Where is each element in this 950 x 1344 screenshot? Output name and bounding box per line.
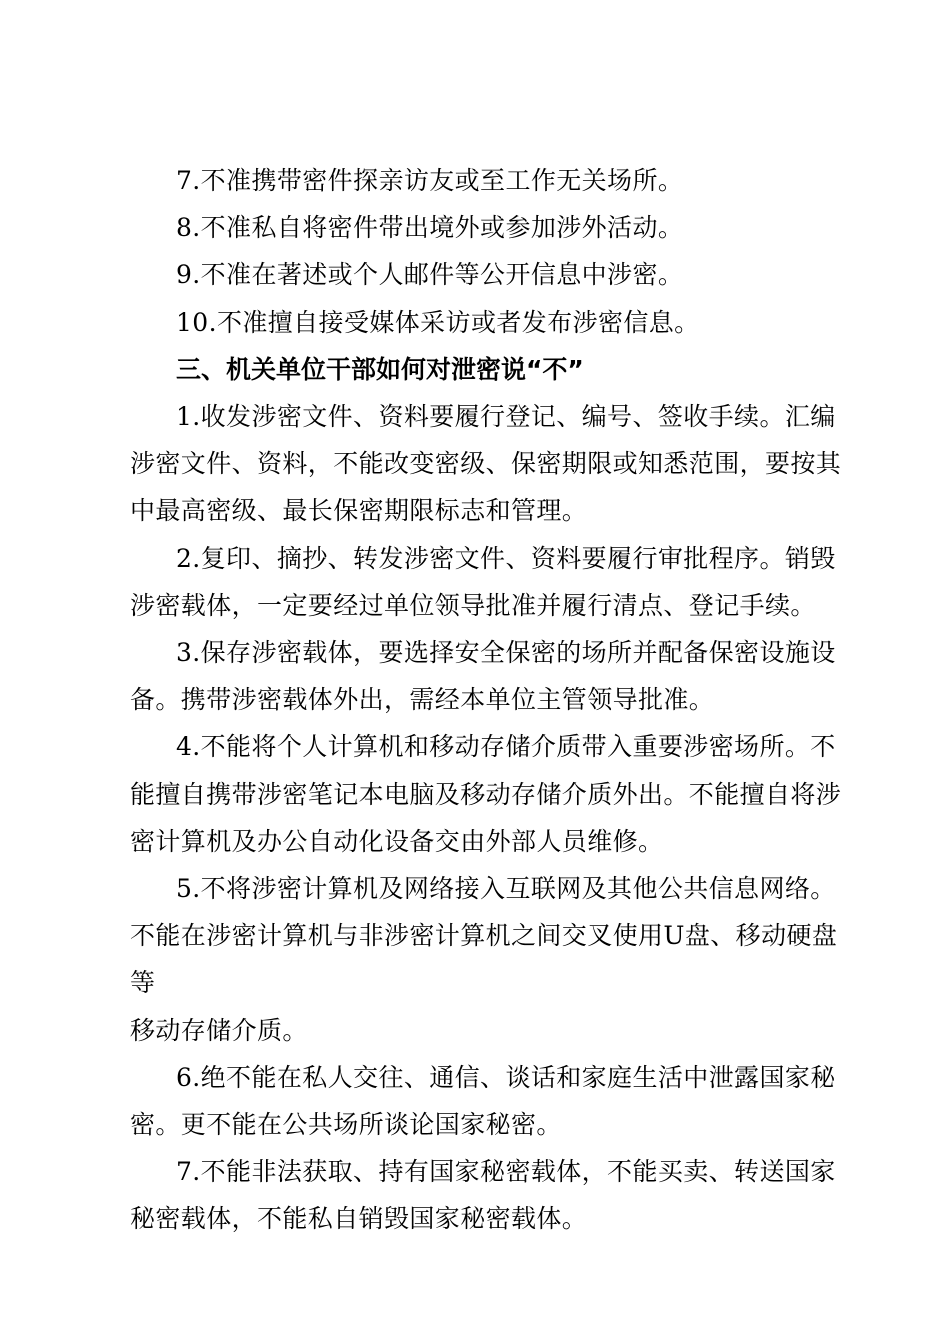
paragraph-line: 备。携带涉密载体外出，需经本单位主管领导批准。 <box>130 685 715 715</box>
document-page <box>130 157 852 1243</box>
paragraph-4 <box>130 723 852 865</box>
paragraph-line: 涉密文件、资料，不能改变密级、保密期限或知悉范围，要按其 <box>130 449 842 479</box>
list-item: 8.不准私自将密件带出境外或参加涉外活动。 <box>176 213 684 243</box>
paragraph-line: 密。更不能在公共场所谈论国家秘密。 <box>130 1110 562 1140</box>
paragraph-line: 涉密载体，一定要经过单位领导批准并履行清点、登记手续。 <box>130 590 816 620</box>
paragraph-line: 秘密载体，不能私自销毁国家秘密载体。 <box>130 1204 588 1234</box>
paragraph-2 <box>130 535 852 629</box>
paragraph-line: 2.复印、摘抄、转发涉密文件、资料要履行审批程序。销毁 <box>176 543 836 573</box>
paragraph-line: 3.保存涉密载体，要选择安全保密的场所并配备保密设施设 <box>176 638 836 668</box>
paragraph-line: 不能在涉密计算机与非涉密计算机之间交叉使用U盘、移动硬盘等 <box>130 921 838 998</box>
paragraph-line: 能擅自携带涉密笔记本电脑及移动存储介质外出。不能擅自将涉 <box>130 779 842 809</box>
paragraph-line: 6.绝不能在私人交往、通信、谈话和家庭生活中泄露国家秘 <box>176 1062 836 1092</box>
list-item: 10.不准擅自接受媒体采访或者发布涉密信息。 <box>176 307 700 337</box>
section-heading: 三、机关单位干部如何对泄密说“不” <box>176 354 584 384</box>
paragraph-line: 5.不将涉密计算机及网络接入互联网及其他公共信息网络。 <box>176 874 836 904</box>
paragraph-line: 移动存储介质。 <box>130 1015 308 1045</box>
list-item: 9.不准在著述或个人邮件等公开信息中涉密。 <box>176 260 684 290</box>
paragraph-line: 4.不能将个人计算机和移动存储介质带入重要涉密场所。不 <box>176 732 836 762</box>
paragraph-3 <box>130 629 852 723</box>
paragraph-line: 1.收发涉密文件、资料要履行登记、编号、签收手续。汇编 <box>176 402 836 432</box>
paragraph-5 <box>130 865 852 1054</box>
paragraph-6 <box>130 1054 852 1148</box>
paragraph-line: 7.不能非法获取、持有国家秘密载体，不能买卖、转送国家 <box>176 1157 836 1187</box>
paragraph-7 <box>130 1148 852 1242</box>
paragraph-line: 中最高密级、最长保密期限标志和管理。 <box>130 496 588 526</box>
paragraph-line: 密计算机及办公自动化设备交由外部人员维修。 <box>130 826 664 856</box>
list-item: 7.不准携带密件探亲访友或至工作无关场所。 <box>176 166 684 195</box>
paragraph-1 <box>130 393 852 535</box>
